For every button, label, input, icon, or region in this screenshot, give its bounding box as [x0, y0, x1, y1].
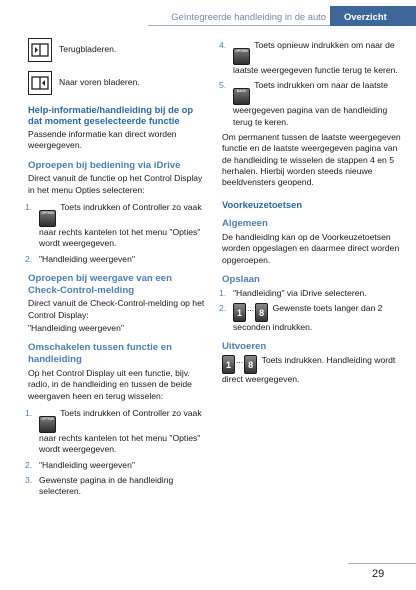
favorite-keys-dots: ...: [247, 303, 255, 313]
step-number: 2.: [25, 253, 33, 264]
ccm-quote: "Handleiding weergeven": [28, 323, 124, 334]
step-number: 2.: [219, 303, 227, 313]
step-text: Toets opnieuw indrukken om naar de laatste weergegeven functie terug te keren.: [233, 40, 398, 75]
step-text: Toets indrukken of Controller zo vaak naar rechts kantelen tot het menu "Opties" wordt weergegeven.: [39, 202, 202, 249]
save-heading: Opslaan: [222, 273, 260, 285]
icon-forward-label: Naar voren bladeren.: [59, 77, 140, 87]
list-item: [219, 287, 402, 299]
save-steps: [219, 287, 402, 334]
step-number: 1.: [25, 407, 33, 418]
option-key-icon: OPTION: [233, 48, 250, 65]
list-item: [219, 303, 402, 333]
step-number: 1.: [25, 202, 33, 213]
list-item: [25, 474, 206, 498]
list-item: [219, 40, 402, 76]
idrive-text: Direct vanuit de functie op het Control Display in het menu Opties selecteren:: [28, 173, 203, 195]
step-number: 3.: [25, 474, 33, 485]
step-number: 2.: [25, 459, 33, 470]
list-item: [25, 459, 206, 471]
page-header: [0, 0, 416, 30]
footer-rule: [348, 563, 416, 564]
option-key-icon: OPTION: [39, 210, 56, 227]
execute-text-2: Handleiding wordt direct weergegeven.: [222, 355, 396, 385]
favorite-keys-dots: ...: [236, 355, 244, 366]
favorite-key-8: 8: [255, 303, 268, 322]
execute-text: [222, 355, 402, 385]
idrive-steps: [25, 202, 206, 265]
step-text: Toets indrukken om naar de laatste weergegeven pagina van de handleiding terug te keren.: [233, 80, 388, 127]
favorite-keys-icon: [222, 355, 260, 371]
step-number: 5.: [219, 80, 227, 91]
step-text: "Handleiding weergeven": [39, 459, 135, 470]
step-text: Toets indrukken of Controller zo vaak naar rechts kantelen tot het menu "Opties" wordt weergegeven.: [39, 407, 202, 455]
favorite-key-1: 1: [222, 355, 235, 374]
list-item: [25, 202, 206, 250]
step-text: "Handleiding weergeven": [39, 253, 135, 264]
icon-forward-row: [28, 71, 206, 95]
section-title: Geïntegreerde handleiding in de auto: [171, 11, 326, 22]
overview-tab: Overzicht: [330, 6, 416, 26]
help-heading: Help-informatie/handleiding bij de op dat moment geselecteerde functie: [28, 104, 194, 127]
general-heading: Algemeen: [222, 218, 268, 230]
favorite-key-8: 8: [244, 355, 257, 374]
ccm-heading: Oproepen bij weergave van een Check-Control-melding: [28, 273, 172, 296]
switch-heading: Omschakelen tussen functie en handleiding: [28, 342, 172, 366]
list-item: [25, 407, 206, 456]
favorites-heading: Voorkeuzetoetsen: [222, 198, 303, 210]
permanent-text: Om permanent tussen de laatste weergegeven functie en de laatste weergegeven pagina van de handleiding te wisselen de stappen 4 en 5 herhalen. Hierbij worden steeds nieuwe beeldvensters geopend.: [222, 132, 401, 188]
switch-text: Op het Control Display uit een functie, bijv. radio, in de handleiding en tussen de beide weergaven heen en terug wisselen:: [28, 367, 192, 401]
ccm-text: Direct vanuit de Check-Control-melding op het Control Display:: [28, 298, 205, 320]
step-text: Gewenste pagina in de handleiding selecteren.: [39, 474, 174, 497]
icon-back-label: Terugbladeren.: [59, 44, 117, 54]
general-text: De handleiding kan op de Voorkeuzetoetsen worden opgeslagen en daarmee direct worden opgeroepen.: [222, 231, 400, 265]
option-key-icon: OPTION: [39, 416, 56, 433]
switch-steps: [25, 407, 206, 498]
right-column: [219, 38, 402, 387]
step-text: Gewenste toets langer dan 2 seconden indrukken.: [233, 303, 383, 332]
left-column: [25, 38, 206, 502]
icon-back-row: [28, 38, 206, 62]
idrive-heading: Oproepen bij bediening via iDrive: [28, 159, 181, 171]
step-text: "Handleiding" via iDrive selecteren.: [233, 287, 367, 298]
continue-steps: [219, 40, 402, 128]
favorite-key-1: 1: [233, 303, 246, 322]
page-forward-icon: [28, 71, 52, 95]
back-key-icon: BACK: [233, 88, 250, 105]
step-number: 1.: [219, 287, 227, 298]
page-back-icon: [28, 38, 52, 62]
help-text: Passende informatie kan direct worden weergegeven.: [28, 128, 177, 151]
execute-text-1: Toets indrukken.: [261, 355, 325, 366]
favorite-keys-icon: [233, 303, 271, 318]
step-number: 4.: [219, 40, 227, 50]
list-item: [25, 253, 206, 265]
execute-heading: Uitvoeren: [222, 341, 267, 353]
list-item: [219, 80, 402, 128]
page-number: 29: [372, 568, 385, 580]
